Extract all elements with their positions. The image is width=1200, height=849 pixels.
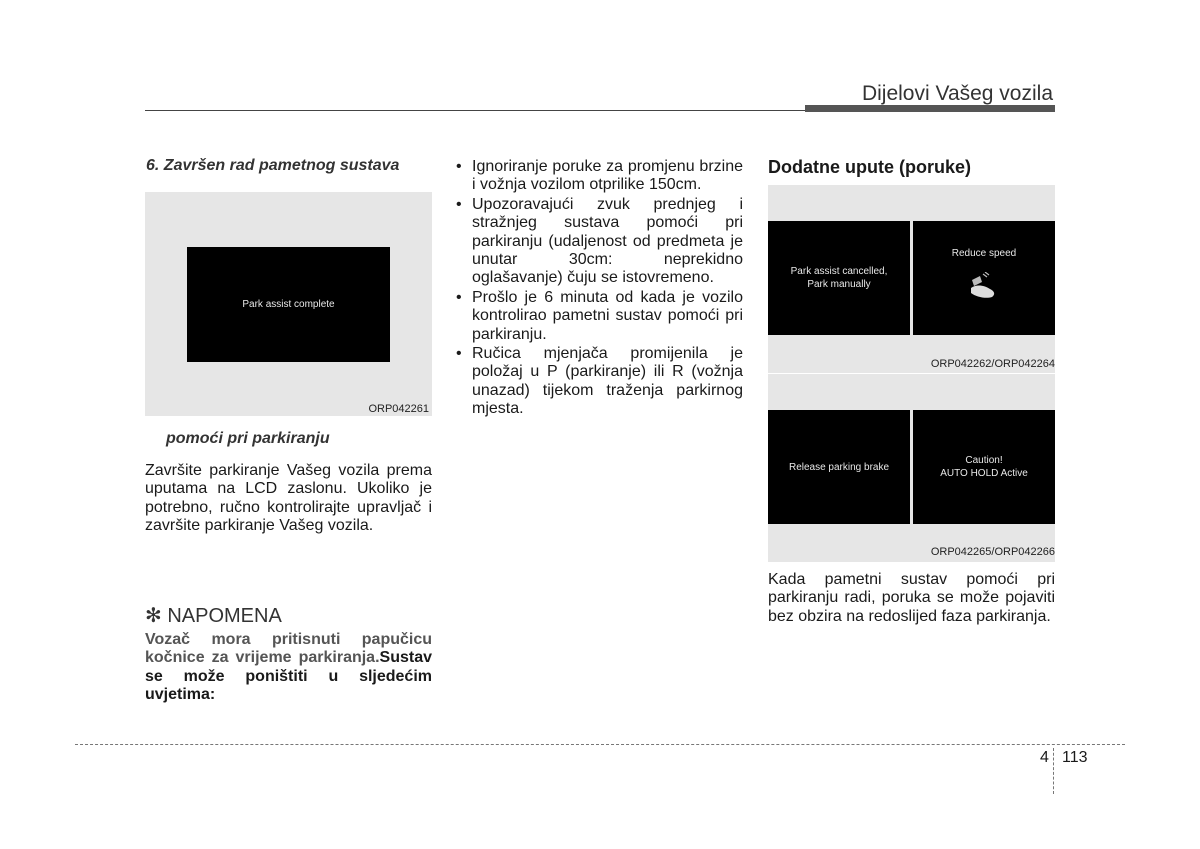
note-heading <box>145 603 282 628</box>
image-code: ORP042262/ORP042264 <box>930 358 1055 370</box>
lcd-screen-reduce-speed <box>913 221 1055 335</box>
additional-messages-heading: Dodatne upute (poruke) <box>768 157 971 177</box>
header-rule-accent <box>805 105 1055 112</box>
foot-on-pedal-icon <box>962 272 1006 302</box>
lcd-message: Park assist cancelled, <box>790 266 888 277</box>
lcd-screen-complete <box>187 247 390 362</box>
page-number: 113 <box>1062 749 1088 766</box>
note-body <box>145 631 432 705</box>
lcd-message: Caution! <box>965 455 1003 466</box>
note-text-part1: Vozač mora pritisnuti papučicu kočnice za vrijeme parkiranja. <box>145 631 432 667</box>
lcd-message: Park manually <box>807 279 871 290</box>
list-item: • Ignoriranje poruke za promjenu brzine i vožnja vozilom otprilike 150cm. <box>455 158 743 195</box>
lcd-message: Release parking brake <box>788 461 890 473</box>
lcd-message: AUTO HOLD Active <box>940 468 1028 479</box>
image-code: ORP042265/ORP042266 <box>930 546 1055 558</box>
note-star-icon: ✻ <box>145 605 162 627</box>
lcd-message: Park assist complete <box>242 299 335 310</box>
figure-panel-complete <box>145 192 432 416</box>
lcd-screen-cancelled <box>768 221 910 335</box>
image-code: ORP042261 <box>368 403 429 415</box>
instruction-paragraph: Završite parkiranje Vašeg vozila prema uputama na LCD zaslonu. Ukoliko je potrebno, ručno kontrolirajte upravljač i završite parkiranje Vašeg vozila. <box>145 462 432 535</box>
lcd-screen-auto-hold <box>913 410 1055 524</box>
lcd-message: Reduce speed <box>951 248 1017 259</box>
note-title: NAPOMENA <box>167 605 282 627</box>
cancel-conditions-list <box>455 158 743 420</box>
figure-panel-messages-2 <box>768 374 1055 562</box>
list-item: • Upozoravajući zvuk prednjeg i stražnjeg sustava pomoći pri parkiranju (udaljenost od predmeta je unutar 30cm: neprekidno oglašavanje) čuju se istovremeno. <box>455 196 743 288</box>
list-item: • Ručica mjenjača promijenila je položaj u P (parkiranje) ili R (vožnja unazad) tijekom traženja parkirnog mjesta. <box>455 345 743 419</box>
chapter-number: 4 <box>1040 749 1049 766</box>
header-rule <box>145 110 805 111</box>
note-text-part2: Sustav se može poništiti u sljedećim uvjetima: <box>145 649 432 704</box>
footer-rule <box>75 744 1125 745</box>
footer-divider <box>1053 748 1054 794</box>
figure-panel-messages-1 <box>768 185 1055 373</box>
step-heading-continued: pomoći pri parkiranju <box>166 430 330 447</box>
section-title: Dijelovi Vašeg vozila <box>861 82 1053 105</box>
list-item: • Prošlo je 6 minuta od kada je vozilo kontrolirao pametni sustav pomoći pri parkiranju. <box>455 289 743 344</box>
step-heading: 6. Završen rad pametnog sustava <box>146 157 400 174</box>
lcd-screen-release-brake <box>768 410 910 524</box>
messages-paragraph: Kada pametni sustav pomoći pri parkiranju radi, poruka se može pojaviti bez obzira na redoslijed faza parkiranja. <box>768 571 1055 625</box>
